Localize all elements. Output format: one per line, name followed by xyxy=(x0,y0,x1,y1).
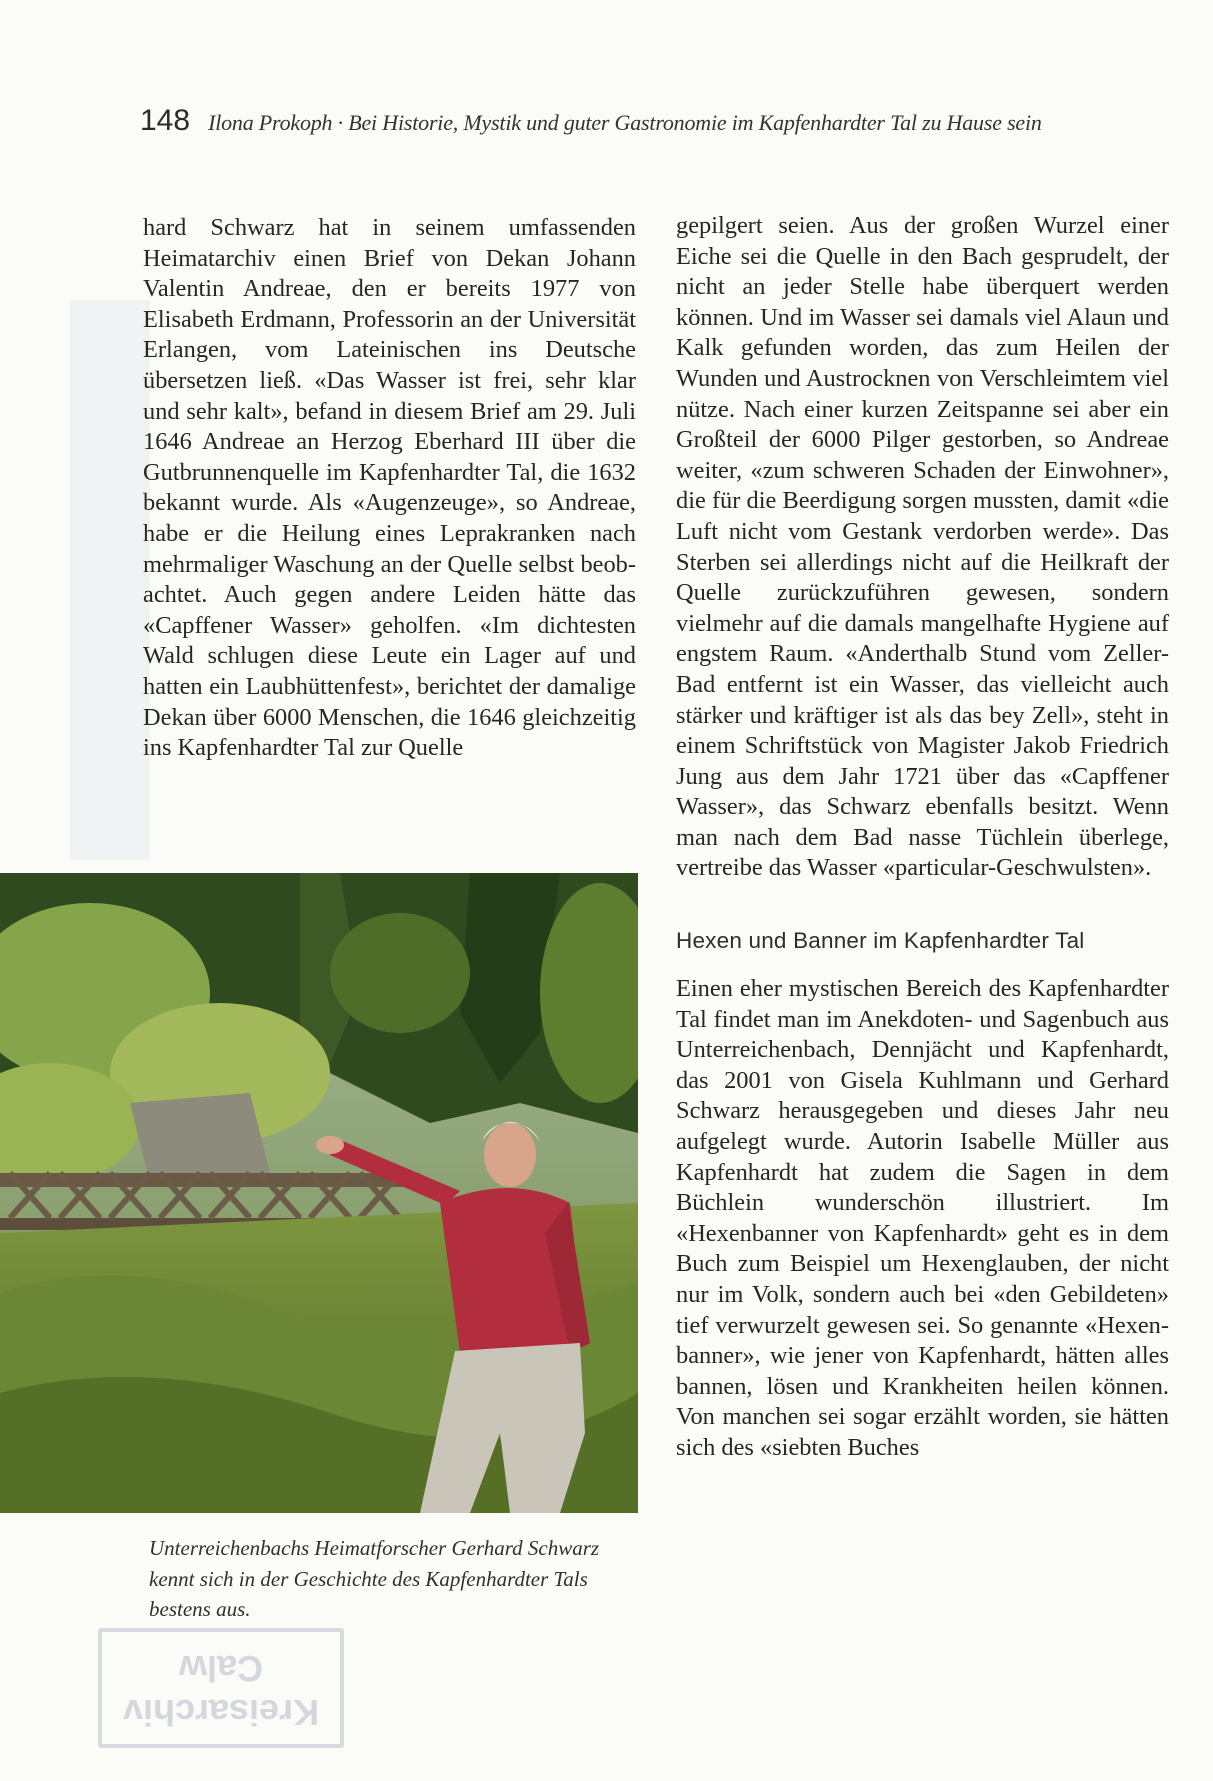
archive-stamp-text xyxy=(102,1632,340,1744)
bleed-through-shadow xyxy=(70,300,150,860)
left-column xyxy=(143,213,636,764)
photo-gerhard-schwarz xyxy=(0,873,638,1513)
right-column xyxy=(676,211,1169,1464)
right-paragraph-2: Einen eher mystischen Bereich des Kapfenhardter Tal findet man im Anekdoten- und Sagenbuch aus Unterreichenbach, Dennjächt und Kapfenhardt, das 2001 von Gisela Kuhlmann und Gerhard Schwarz herausgegeben und dieses Jahr neu aufgelegt wurde. Autorin Isabelle Müller aus Kapfenhardt hat zudem die Sagen in dem Büchlein wunderschön illustriert. Im «Hexenbanner von Kapfenhardt» geht es in dem Buch zum Beispiel um Hexenglauben, der nicht nur im Volk, sondern auch bei «den Gebildeten» tief verwurzelt gewesen sei. So genannte «Hexenbanner», wie jener von Kapfenhardt, hätten alles bannen, lösen und Krankheiten heilen können. Von manchen sei sogar erzählt worden, sie hätten sich des «siebten Buches xyxy=(676,975,1169,1461)
stamp-line-1: Kreisarchiv xyxy=(122,1692,320,1733)
left-paragraph: hard Schwarz hat in seinem umfassenden Heimatarchiv einen Brief von Dekan Johann Valentin Andreae, den er bereits 1977 von Elisabeth Erdmann, Professorin an der Universität Erlangen, vom Lateinischen ins Deutsche übersetzen ließ. «Das Wasser ist frei, sehr klar und sehr kalt», befand in diesem Brief am 29. Juli 1646 Andreae an Herzog Eberhard III über die Gutbrunnenquelle im Kapfenhardter Tal, die 1632 bekannt wurde. Als «Augenzeuge», so Andreae, habe er die Heilung eines Leprakranken nach mehrmaliger Waschung an der Quelle selbst beobachtet. Auch gegen andere Leiden hätte das «Capffener Wasser» geholfen. «Im dichtesten Wald schlugen diese Leute ein Lager auf und hatten ein Laubhüttenfest», berichtet der damalige Dekan über 6000 Menschen, die 1646 gleichzeitig ins Kapfenhardter Tal zur Quelle xyxy=(143,214,636,762)
archive-stamp xyxy=(98,1628,344,1748)
running-title: Ilona Prokoph · Bei Historie, Mystik und guter Gastronomie im Kapfenhardter Tal zu Hause sein xyxy=(208,110,1042,135)
page-header xyxy=(140,104,1180,144)
stamp-line-2: Calw xyxy=(178,1648,264,1689)
right-paragraph-1: gepilgert seien. Aus der großen Wurzel einer Eiche sei die Quelle in den Bach gesprudelt, der nicht an jeder Stelle habe überquert werden können. Und im Wasser sei damals viel Alaun und Kalk gefunden worden, das zum Heilen der Wunden und Austrocknen von Verschleimtem viel nütze. Nach einer kurzen Zeitspanne sei aber ein Großteil der 6000 Pilger gestorben, so Andreae weiter, «zum schweren Schaden der Einwohner», die für die Beerdigung sorgen mussten, damit «die Luft nicht vom Gestank verdorben werde». Das Sterben sei allerdings nicht auf die Heilkraft der Quelle zurückzuführen gewesen, sondern vielmehr auf die damals mangelhafte Hygiene auf engstem Raum. «Anderthalb Stund vom Zeller-Bad entfernt ist ein Wasser, das vielleicht auch stärker und kräftiger ist als das bey Zell», steht in einem Schriftstück von Magister Jakob Friedrich Jung aus dem Jahr 1721 über das «Capffener Wasser», das Schwarz ebenfalls besitzt. Wenn man nach dem Bad nasse Tüchlein überlege, vertreibe das Wasser «particular-Geschwulsten». xyxy=(676,212,1169,882)
section-heading: Hexen und Banner im Kapfenhardter Tal xyxy=(676,928,1085,954)
photo-caption: Unterreichenbachs Heimatforscher Gerhard Schwarz kennt sich in der Geschichte des Kapfenhardter Tals bestens aus. xyxy=(149,1536,600,1621)
page-number: 148 xyxy=(140,104,191,137)
